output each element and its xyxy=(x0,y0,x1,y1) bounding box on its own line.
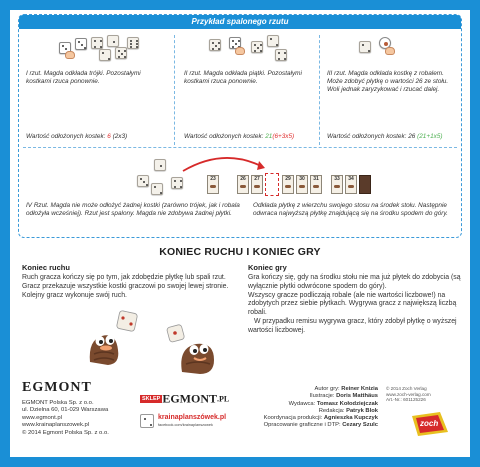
turn-end-text: Ruch gracza kończy się po tym, jak zdobędzie płytkę lub spali rzut. Gracz przekazuje wszystkie kostki graczowi po swojej lewej stronie. Kolejny gracz wykonuje swój ruch. xyxy=(22,274,229,299)
tile: 23 xyxy=(207,175,219,194)
die-icon xyxy=(91,37,103,49)
turn-end-heading: Koniec ruchu xyxy=(22,263,70,272)
publisher-address: EGMONT Polska Sp. z o.o. ul. Dzielna 60, 01-029 Warszawa www.egmont.pl www.krainaplanszowek.pl © 2014 Egmont Polska Sp. z o.o. xyxy=(22,400,109,436)
tile: 34 xyxy=(345,175,357,194)
die-icon xyxy=(275,49,287,61)
die-icon xyxy=(251,41,263,53)
throw3-text: III rzut. Magda odkłada kostkę z robalem. Może zdobyć płytkę o wartości 26 ze stołu. Woli jednak zaryzykować i rzucać dalej. xyxy=(327,70,449,94)
egmont-logo: EGMONT xyxy=(22,380,92,395)
tile-slot xyxy=(265,173,279,196)
section-heading: KONIEC RUCHU I KONIEC GRY xyxy=(159,246,321,258)
zoch-logo: zoch xyxy=(410,410,450,438)
die-icon xyxy=(267,35,279,47)
example-title: Przykład spalonego rzutu xyxy=(19,15,461,29)
example-box xyxy=(18,14,462,238)
throw1-text: I rzut. Magda odkłada trójki. Pozostałymi kostkami rzuca ponownie. xyxy=(26,70,141,86)
throw1-value: Wartość odłożonych kostek: 6 (2x3) xyxy=(26,133,128,140)
worm-character-icon xyxy=(160,322,230,377)
throw4-text: IV Rzut. Magda nie może odłożyć żadnej kostki (zarówno trójek, jak i robala odłożyła wcześniej). Rzut jest spalony. Magda nie zdobywa żadnej płytki. xyxy=(26,202,240,218)
die-icon xyxy=(209,39,221,51)
die-icon xyxy=(127,37,139,49)
tile: 30 xyxy=(296,175,308,194)
die-icon xyxy=(115,47,127,59)
hand-icon xyxy=(65,51,75,59)
die-icon xyxy=(140,414,154,428)
tile-face-down xyxy=(359,175,371,194)
divider xyxy=(319,35,320,145)
die-icon xyxy=(359,41,371,53)
throw2-text: II rzut. Magda odkłada piątki. Pozostałymi kostkami rzuca ponownie. xyxy=(184,70,302,86)
die-icon xyxy=(154,159,166,171)
throw4-result: Odkłada płytkę z wierzchu swojego stosu na środek stołu. Następnie odwraca najwyższą płytkę znajdującą się na środku spodem do góry. xyxy=(253,202,448,218)
tile: 29 xyxy=(282,175,294,194)
divider xyxy=(174,35,175,145)
game-end-heading: Koniec gry xyxy=(248,263,287,272)
credits: Autor gry: Reiner Knizia Ilustracje: Doris Matthäus Wydawca: Tomasz Kołodziejczak Redakcja: Patryk Blok Koordynacja produkcji: Agnieszka Kupczyk Opracowanie graficzne i DTP: Cezary Szulc xyxy=(263,386,378,429)
tile: 33 xyxy=(331,175,343,194)
worm-character-icon xyxy=(80,310,150,370)
page-content: Przykład spalonego rzutu I rzut. Magda odkłada trójki. Pozostałymi kostkami rzuca ponownie. Wartość odłożonych kostek: 6 (2x3) II rzut. Magda odkłada piątki. Pozostałymi kostkami rzuca ponownie. Wartość odłożonych kostek: 21(6+3x5) III rzut. Magda odkłada kostkę z robalem. Może zdobyć płytkę o wartości 26 ze stołu. Woli jednak zaryzykować i rzucać dalej. Wartość odłożonych kostek: 26 (21+1x5) 23 26 27 29 30 31 33 34 IV Rzut. Magda nie może odłożyć żadnej kostki (zarówno trójek, jak i robala odłożyła wcześniej). Rzut jest spalony. Magda nie zdobywa żadnej płytki. Odkłada płytkę z wierzchu swojego stosu na środek stołu. Następnie odwraca najwyższą płytkę znajdującą się na środku spodem do góry. KONIEC RUCHU I KONIEC GRY Koniec ruchu Ruch gracza kończy się po tym, jak zdobędzie płytkę lub spali rzut. Gracz przekazuje wszystkie kostki graczowi po swojej lewej stronie. Kolejny gracz wykonuje swój ruch. Koniec gry Gra kończy się, gdy na środku stołu nie ma już płytek do zdobycia (są wyłącznie płytki odwrócone spodem do góry). Wszyscy gracze podliczają robale (ale nie wartości liczbowe!) na zdobytych przez siebie płytkach. Wygrywa gracz z największą liczbą robali. W przypadku remisu wygrywa gracz, który zdobył płytkę o wyższej wartości liczbowej. EGMONT EGMONT Polska Sp. z o.o. ul. Dzielna 60, 01-029 Warszawa www.egmont.pl www.krainaplanszowek.pl © 2014 Egmont Polska Sp. z o.o. SKLEP EGMONT.PL krainaplanszówek.pl facebook.com/krainaplanszowek Autor gry: Reiner Knizia Ilustracje: Doris Matthäus Wydawca: Tomasz Kołodziejczak Redakcja: Patryk Blok Koordynacja produkcji: Agnieszka Kupczyk Opracowanie graficzne i DTP: Cezary Szulc © 2014 Zoch Verlag www.zoch-verlag.com Art.-Nr.: 601125226 zoch xyxy=(10,10,470,457)
divider xyxy=(23,147,457,148)
game-end-text: Gra kończy się, gdy na środku stołu nie ma już płytek do zdobycia (są wyłącznie płytki odwrócone spodem do góry). Wszyscy gracze podliczają robale (ale nie wartości liczbowe!) na zdobytych przez siebie płytkach. Wygrywa gracz z największą liczbą robali. W przypadku remisu wygrywa gracz, który zdobył płytkę o wyższej wartości liczbowej. xyxy=(248,274,461,334)
shop-logo: SKLEP EGMONT.PL xyxy=(142,391,230,406)
die-icon xyxy=(171,177,183,189)
arrow-icon xyxy=(179,153,269,175)
hand-icon xyxy=(385,47,395,55)
throw2-value: Wartość odłożonych kostek: 21(6+3x5) xyxy=(184,133,295,140)
hand-icon xyxy=(235,47,245,55)
tile: 31 xyxy=(310,175,322,194)
throw3-value: Wartość odłożonych kostek: 26 (21+1x5) xyxy=(327,133,443,140)
die-icon xyxy=(107,35,119,47)
tile: 27 xyxy=(251,175,263,194)
zoch-info: © 2014 Zoch Verlag www.zoch-verlag.com Art.-Nr.: 601125226 xyxy=(386,386,431,403)
die-icon xyxy=(151,183,163,195)
die-icon xyxy=(137,175,149,187)
die-icon xyxy=(75,38,87,50)
die-icon xyxy=(99,49,111,61)
tile: 26 xyxy=(237,175,249,194)
